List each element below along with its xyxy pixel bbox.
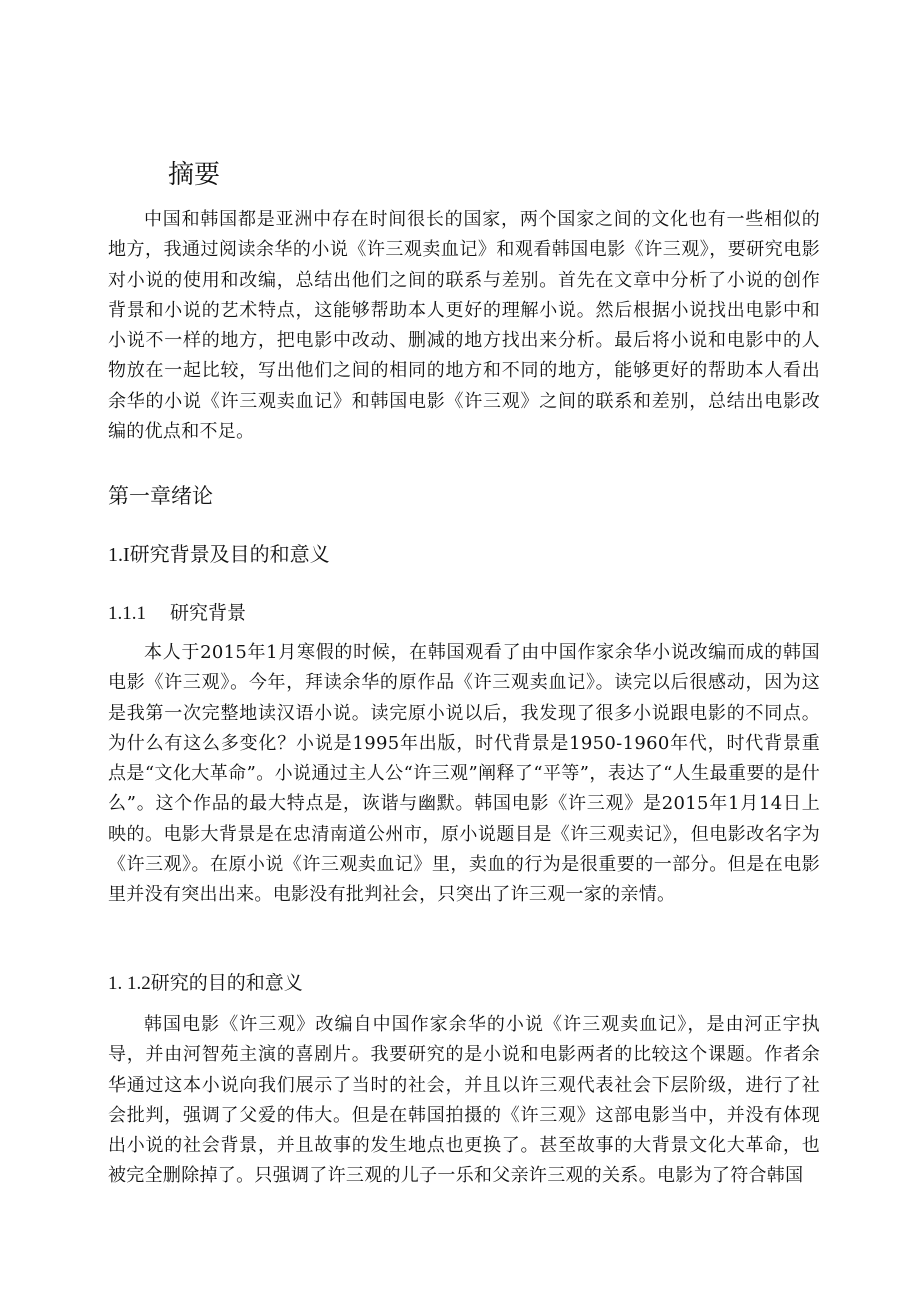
section-number: 1.I (108, 544, 130, 566)
background-paragraph: 本人于2015年1月寒假的时候，在韩国观看了由中国作家余华小说改编而成的韩国电影《许三观》。今年，拜读余华的原作品《许三观卖血记》。读完以后很感动，因为这是我第一次完整地读汉语小说。读完原小说以后，我发现了很多小说跟电影的不同点。为什么有这么多变化？小说是1995年出版，时代背景是1950-1960年代，时代背景重点是“文化大革命”。小说通过主人公“许三观”阐释了“平等”，表达了“人生最重要的是什么”。这个作品的最大特点是，诙谐与幽默。韩国电影《许三观》是2015年1月14日上映的。电影大背景是在忠清南道公州市，原小说题目是《许三观卖记》，但电影改名字为《许三观》。在原小说《许三观卖血记》里，卖血的行为是很重要的一部分。但是在电影里并没有突出出来。电影没有批判社会，只突出了许三观一家的亲情。 (108, 642, 820, 906)
chapter-title: 第一章绪论 (108, 484, 213, 508)
subsection-title: 研究的目的和意义 (150, 972, 303, 994)
subsection-heading-background (108, 598, 246, 625)
purpose-paragraph: 韩国电影《许三观》改编自中国作家余华的小说《许三观卖血记》，是由河正宇执导，并由河智苑主演的喜剧片。我要研究的是小说和电影两者的比较这个课题。作者余华通过这本小说向我们展示了当时的社会，并且以许三观代表社会下层阶级，进行了社会批判，强调了父爱的伟大。但是在韩国拍摄的《许三观》这部电影当中，并没有体现出小说的社会背景，并且故事的发生地点也更换了。甚至故事的大背景文化大革命，也被完全删除掉了。只强调了许三观的儿子一乐和父亲许三观的关系。电影为了符合韩国 (108, 1014, 820, 1187)
abstract-paragraph: 中国和韩国都是亚洲中存在时间很长的国家，两个国家之间的文化也有一些相似的地方，我通过阅读余华的小说《许三观卖血记》和观看韩国电影《许三观》，要研究电影对小说的使用和改编，总结出他们之间的联系与差别。首先在文章中分析了小说的创作背景和小说的艺术特点，这能够帮助本人更好的理解小说。然后根据小说找出电影中和小说不一样的地方，把电影中改动、删减的地方找出来分析。最后将小说和电影中的人物放在一起比较，写出他们之间的相同的地方和不同的地方，能够更好的帮助本人看出余华的小说《许三观卖血记》和韩国电影《许三观》之间的联系和差别，总结出电影改编的优点和不足。 (108, 209, 820, 443)
subsection-heading-purpose (108, 968, 303, 995)
subsection-title: 研究背景 (170, 602, 247, 624)
section-heading (108, 538, 330, 567)
abstract-title: 摘要 (168, 160, 221, 190)
subsection-number: 1.1.1 (108, 603, 146, 624)
subsection-number: 1. 1.2 (108, 973, 151, 994)
section-title: 研究背景及目的和意义 (129, 542, 330, 566)
